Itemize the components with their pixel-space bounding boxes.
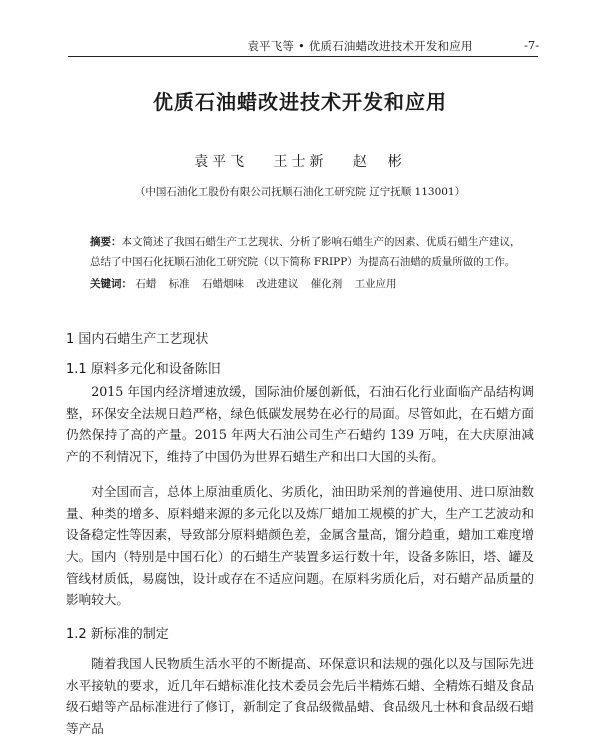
keyword: 改进建议: [256, 278, 299, 290]
keyword: 标准: [168, 278, 190, 290]
keywords: [90, 276, 530, 291]
section-heading-1: 1 国内石蜡生产工艺现状: [66, 332, 209, 347]
header-rule: [68, 56, 538, 57]
abstract-label: 摘要：: [90, 236, 122, 248]
keyword: 催化剂: [310, 278, 343, 290]
authors: 袁平飞 王士新 赵 彬: [194, 154, 406, 170]
page-number: -7-: [524, 38, 540, 52]
paragraph: 随着我国人民物质生活水平的不断提高、环保意识和法规的强化以及与国际先进水平接轨的要求，近几年石蜡标准化技术委员会先后半精炼石蜡、全精炼石蜡及食品级石蜡等产品标准进行了修订，新制定了食品级微晶蜡、食品级凡士林和食品级石蜡等产品: [66, 656, 534, 736]
paragraph: 对全国而言，总体上原油重质化、劣质化，油田助采剂的普遍使用、进口原油数量、种类的增多、原料蜡来源的多元化以及炼厂蜡加工规模的扩大，生产工艺波动和设备稳定性等因素，导致部分原料蜡颜色差，金属含量高，馏分趋重，蜡加工难度增大。: [66, 484, 534, 564]
section-heading-1-2: 1.2 新标准的制定: [66, 627, 169, 642]
keyword: 工业应用: [354, 278, 397, 290]
paragraph: 2015 年国内经济增速放缓，国际油价屡创新低，石油石化行业面临产品结构调整，环保安全法规日趋严格，绿色低碳发展势在必行的局面。尽管如此，在石蜡方面仍然保持了高的产量。2015 年两大石油公司生产石蜡约 139 万吨，在大庆原油减产的不利情况下，维持了中国仍为世界石蜡生产和出口大国的头衔。: [66, 384, 534, 464]
affiliation: （中国石油化工股份有限公司抚顺石油化工研究院 辽宁抚顺 113001）: [134, 186, 466, 198]
section-heading-1-1: 1.1 原料多元化和设备陈旧: [66, 362, 221, 377]
running-header: 袁平飞等 • 优质石油蜡改进技术开发和应用: [247, 39, 473, 53]
article-title: 优质石油蜡改进技术开发和应用: [153, 90, 447, 114]
keywords-label: 关键词：: [90, 278, 132, 290]
paragraph: 国内（特别是中国石化）的石蜡生产装置多运行数十年，设备多陈旧，塔、罐及管线材质低，易腐蚀，设计或存在不适应问题。在原料劣质化后，对石蜡产品质量的影响较大。: [66, 549, 534, 608]
keyword: 石蜡: [135, 278, 157, 290]
keyword: 石蜡烟味: [202, 278, 245, 290]
abstract: [90, 232, 530, 272]
abstract-text: 本文简述了我国石蜡生产工艺现状、分析了影响石蜡生产的因素、优质石蜡生产建议，总结了中国石化抚顺石油化工研究院（以下简称 FRIPP）为提高石油蜡的质量所做的工作。: [90, 236, 521, 268]
